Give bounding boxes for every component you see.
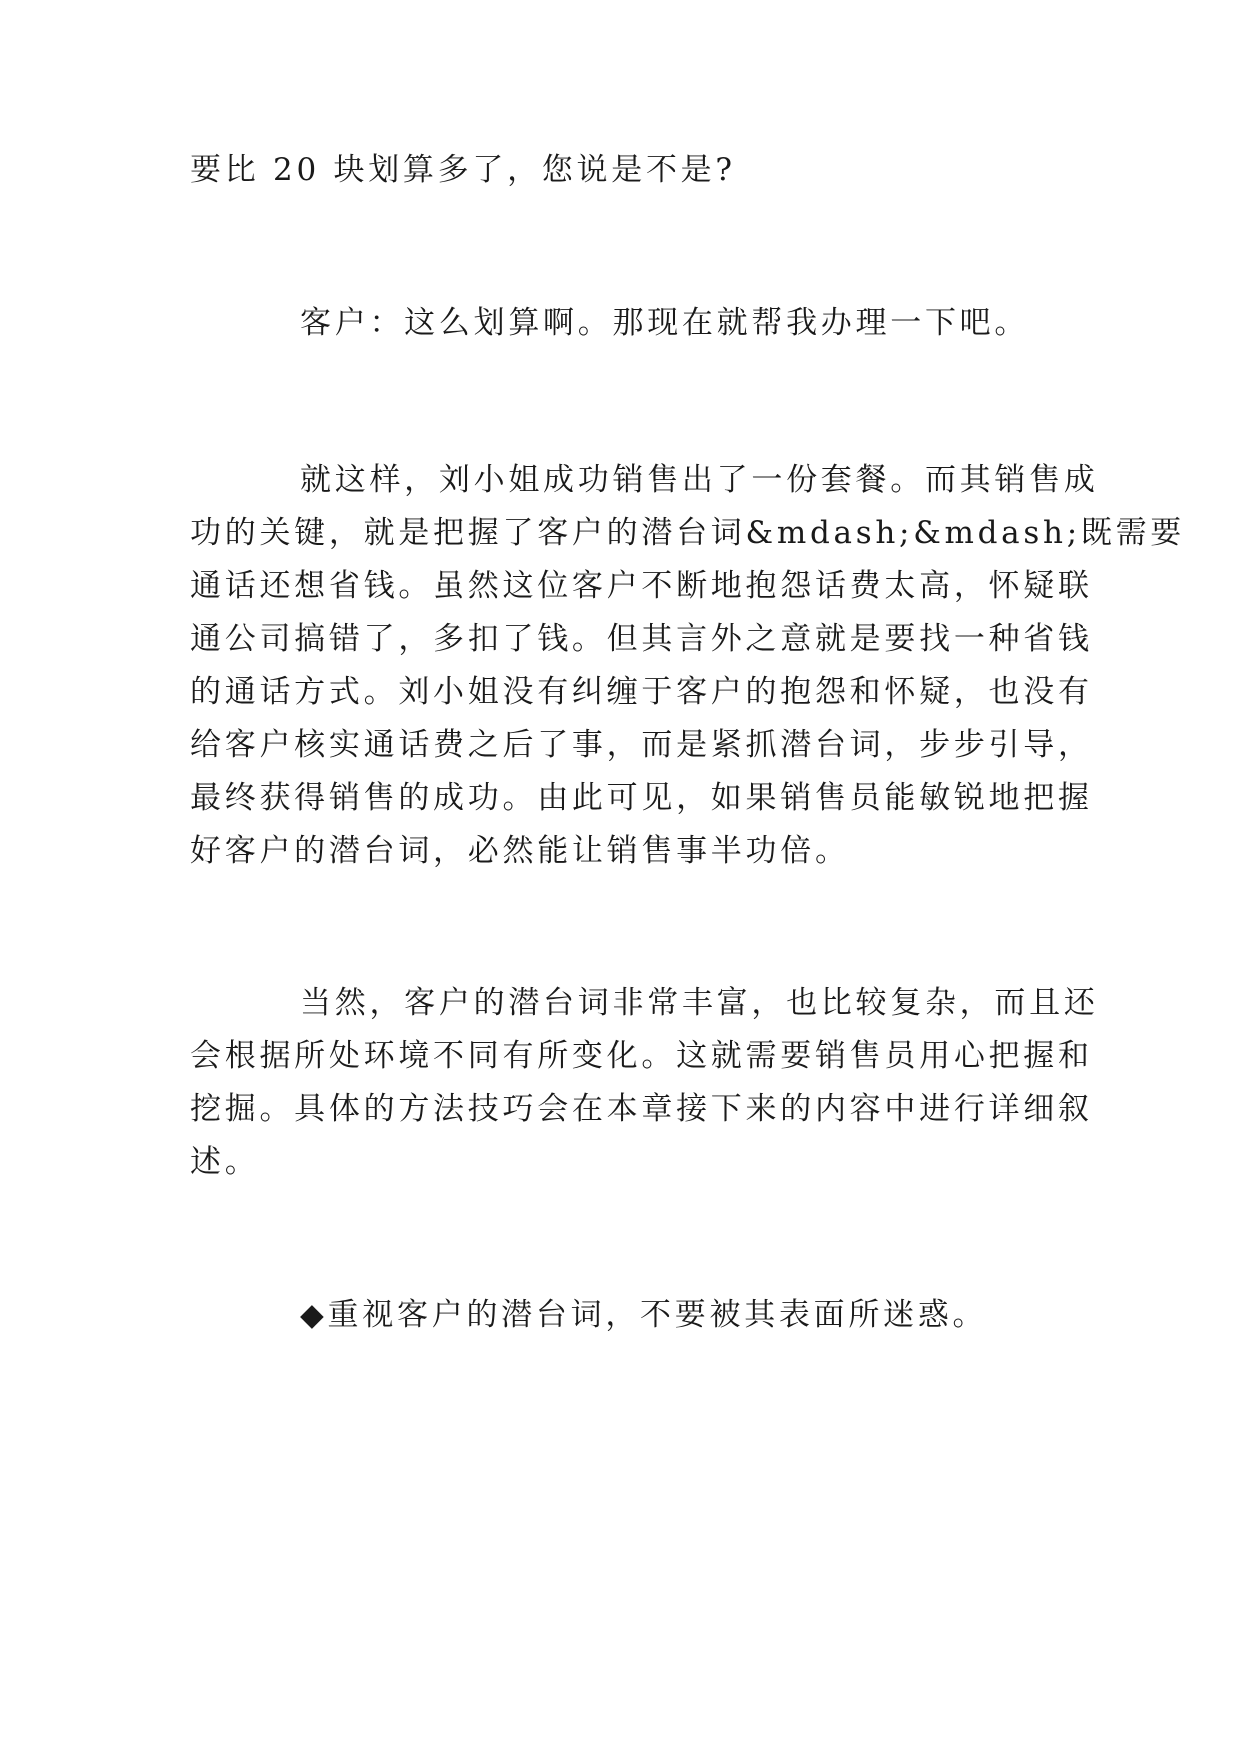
dialogue-line: 客户：这么划算啊。那现在就帮我办理一下吧。 xyxy=(300,305,1030,341)
paragraph-line: 给客户核实通话费之后了事，而是紧抓潜台词，步步引导， xyxy=(190,727,1093,763)
paragraph-line: 挖掘。具体的方法技巧会在本章接下来的内容中进行详细叙 xyxy=(190,1091,1093,1127)
text-line: 要比 20 块划算多了，您说是不是? xyxy=(190,152,736,188)
paragraph-line: 好客户的潜台词，必然能让销售事半功倍。 xyxy=(190,833,850,869)
bullet-line: ◆重视客户的潜台词，不要被其表面所迷惑。 xyxy=(300,1297,988,1333)
paragraph-line: 会根据所处环境不同有所变化。这就需要销售员用心把握和 xyxy=(190,1038,1093,1074)
paragraph-line: 最终获得销售的成功。由此可见，如果销售员能敏锐地把握 xyxy=(190,780,1093,816)
paragraph-line: 当然，客户的潜台词非常丰富，也比较复杂，而且还 xyxy=(300,985,1099,1021)
paragraph-line: 就这样，刘小姐成功销售出了一份套餐。而其销售成 xyxy=(300,462,1099,498)
paragraph-line: 通话还想省钱。虽然这位客户不断地抱怨话费太高，怀疑联 xyxy=(190,568,1093,604)
paragraph-line: 述。 xyxy=(190,1144,260,1180)
paragraph-line: 功的关键，就是把握了客户的潜台词&mdash;&mdash;既需要 xyxy=(190,515,1186,551)
paragraph-line: 通公司搞错了，多扣了钱。但其言外之意就是要找一种省钱 xyxy=(190,621,1093,657)
paragraph-line: 的通话方式。刘小姐没有纠缠于客户的抱怨和怀疑，也没有 xyxy=(190,674,1093,710)
